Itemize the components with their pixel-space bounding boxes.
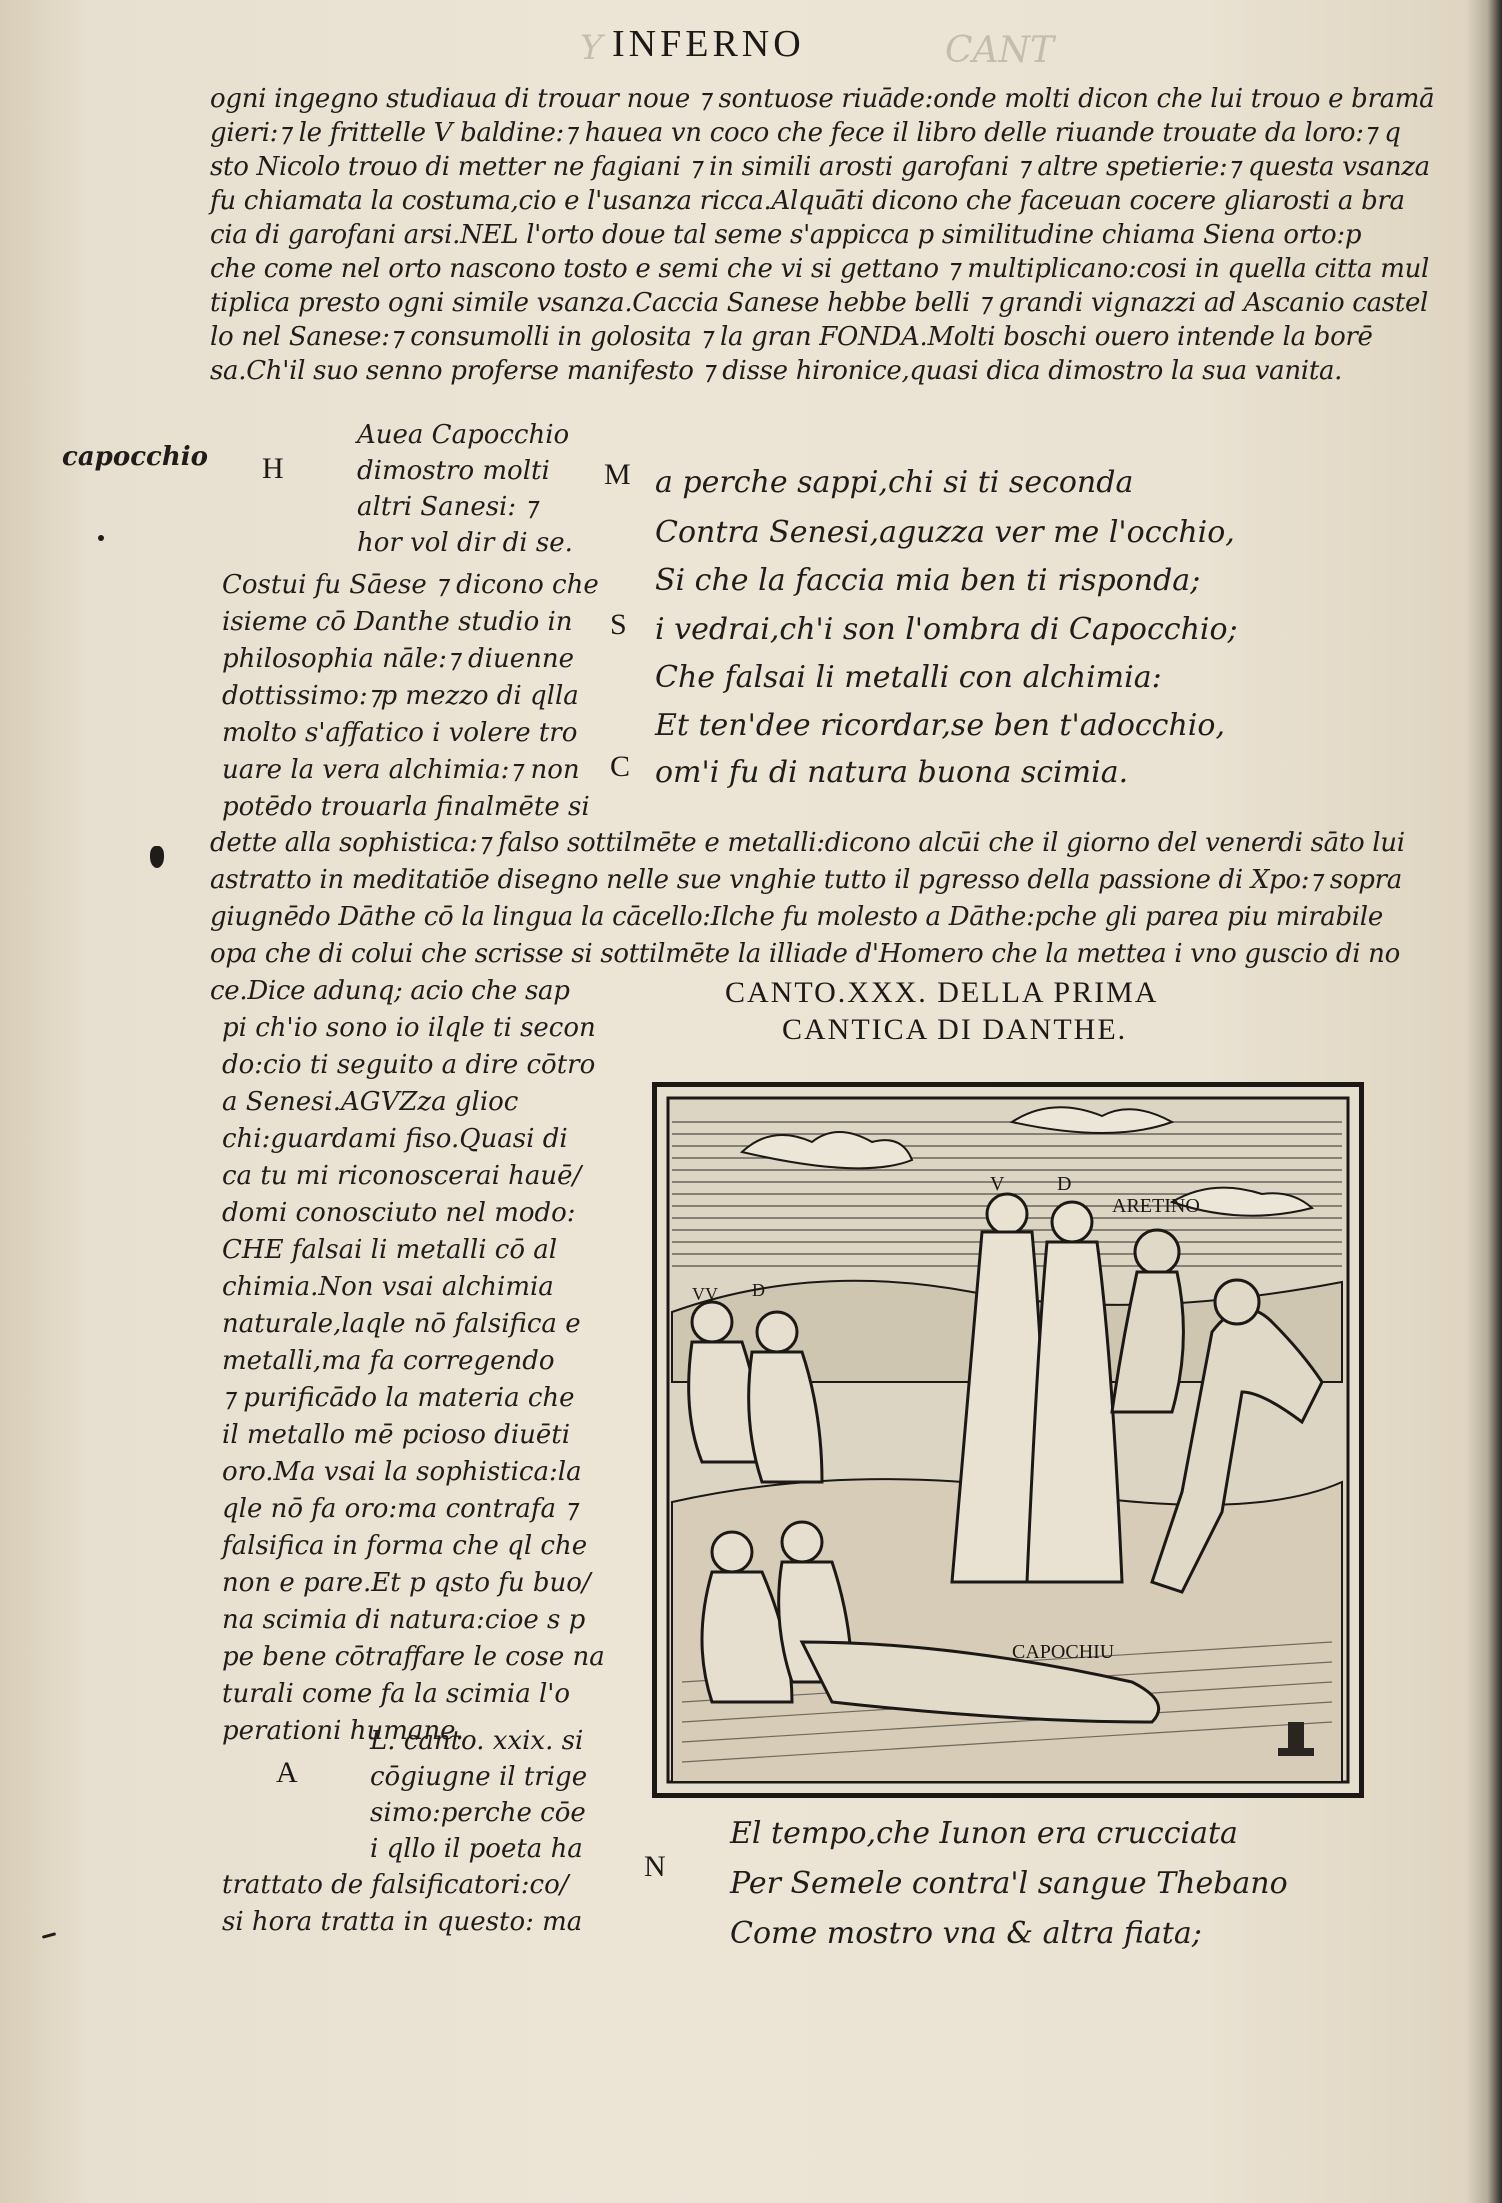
comment-line: L. canto. xxix. si (370, 1726, 584, 1756)
comment-line: si hora tratta in questo: ma (222, 1907, 583, 1937)
comment-line: altri Sanesi: ⁊ (357, 492, 538, 522)
commentary-line: do:cio ti seguito a dire cōtro (222, 1050, 596, 1080)
label-v: V (990, 1173, 1005, 1195)
commentary-line: sto Nicolo trouo di metter ne fagiani ⁊ in simili arosti garofani ⁊ altre spetierie:⁊ questa vsanza (210, 152, 1430, 182)
page-edge-shadow (1466, 0, 1502, 2203)
commentary-line: fu chiamata la costuma,cio e l'usanza ricca.Alquāti dicono che faceuan cocere gliarosti a bra (210, 186, 1405, 216)
label-d: D (1057, 1173, 1072, 1195)
comment-line: i qllo il poeta ha (370, 1834, 583, 1864)
commentary-line: ce.Dice adunq; acio che sap (210, 976, 570, 1006)
commentary-line: astratto in meditatiōe disegno nelle sue vnghie tutto il pgresso della passione di Xpo:⁊ sopra (210, 865, 1402, 895)
verse-line: Contra Senesi,aguzza ver me l'occhio, (655, 515, 1235, 550)
label-d2: D (752, 1280, 765, 1300)
commentary-line: tiplica presto ogni simile vsanza.Caccia Sanese hebbe belli ⁊ grandi vignazzi ad Ascanio castel (210, 288, 1429, 318)
comment-line: molto s'affatico i volere tro (222, 718, 578, 748)
verse-line: i vedrai,ch'i son l'ombra di Capocchio; (655, 612, 1238, 647)
label-capochio: CAPOCHIU (1012, 1641, 1115, 1663)
commentary-line: chi:guardami fiso.Quasi di (222, 1124, 568, 1154)
commentary-line: turali come fa la scimia l'o (222, 1679, 571, 1709)
commentary-line: dette alla sophistica:⁊ falso sottilmēte e metalli:dicono alcūi che il giorno del venerdi sāto lui (210, 828, 1405, 858)
initial-letter-a: A (276, 1756, 298, 1789)
comment-line: philosophia nāle:⁊ diuenne (222, 644, 575, 674)
commentary-line: na scimia di natura:cioe s p (222, 1605, 586, 1635)
initial-letter-s: S (610, 608, 627, 641)
commentary-line: qle nō fa oro:ma contrafa ⁊ (222, 1494, 578, 1524)
comment-line: uare la vera alchimia:⁊ non (222, 755, 580, 785)
commentary-line: pi ch'io sono io ilqle ti secon (222, 1013, 596, 1043)
verse-line: El tempo,che Iunon era crucciata (730, 1816, 1238, 1851)
commentary-line: falsifica in forma che ql che (222, 1531, 588, 1561)
comment-line: cōgiugne il trige (370, 1762, 588, 1792)
initial-letter-n: N (644, 1850, 666, 1883)
verse-line: a perche sappi,chi si ti seconda (655, 465, 1134, 500)
comment-line: simo:perche cōe (370, 1798, 586, 1828)
verse-line: Et ten'dee ricordar,se ben t'adocchio, (655, 708, 1225, 743)
initial-letter-m: M (604, 458, 631, 491)
verse-line: Come mostro vna & altra fiata; (730, 1916, 1202, 1951)
commentary-line: a Senesi.AGVZza glioc (222, 1087, 519, 1117)
comment-line: dottissimo:⁊p mezzo di qlla (222, 681, 579, 711)
verse-line: om'i fu di natura buona scimia. (655, 755, 1129, 790)
comment-line: trattato de falsificatori:co/ (222, 1870, 569, 1900)
commentary-line: non e pare.Et p qsto fu buo/ (222, 1568, 591, 1598)
initial-letter-c: C (610, 750, 631, 783)
verse-line: Per Semele contra'l sangue Thebano (730, 1866, 1288, 1901)
commentary-line: sa.Ch'il suo senno proferse manifesto ⁊ disse hironice,quasi dica dimostro la sua vanita. (210, 356, 1343, 386)
canto-heading-line-2: CANTICA DI DANTHE. (782, 1013, 1128, 1046)
initial-letter-h: H (262, 452, 284, 485)
label-vv: VV (692, 1284, 718, 1304)
page-header-title: INFERNO (612, 23, 805, 65)
commentary-line: giugnēdo Dāthe cō la lingua la cācello:Ilche fu molesto a Dāthe:pche gli parea piu mirabile (210, 902, 1383, 932)
commentary-line: opa che di colui che scrisse si sottilmēte la illiade d'Homero che la mettea i vno guscio di no (210, 939, 1400, 969)
handwritten-margin-note: capocchio (62, 442, 208, 472)
woodcut-illustration (652, 1082, 1364, 1798)
commentary-line: ⁊ purificādo la materia che (222, 1383, 575, 1413)
comment-line: dimostro molti (357, 456, 550, 486)
commentary-line: gieri:⁊ le frittelle V baldine:⁊ hauea vn coco che fece il libro delle riuande trouate da loro:⁊ q (210, 118, 1401, 148)
verse-line: Che falsai li metalli con alchimia: (655, 660, 1162, 695)
commentary-line: chimia.Non vsai alchimia (222, 1272, 554, 1302)
commentary-line: oro.Ma vsai la sophistica:la (222, 1457, 582, 1487)
ink-stroke (42, 1932, 56, 1939)
comment-line: Auea Capocchio (357, 420, 570, 450)
label-aretino: ARETINO (1112, 1195, 1200, 1217)
commentary-line: domi conosciuto nel modo: (222, 1198, 576, 1228)
ink-pointer-mark (150, 846, 164, 868)
commentary-line: cia di garofani arsi.NEL l'orto doue tal seme s'appicca p similitudine chiama Siena orto:p (210, 220, 1362, 250)
bleed-through-heading: CANT (945, 30, 1055, 71)
commentary-line: ogni ingegno studiaua di trouar noue ⁊ sontuose riuāde:onde molti dicon che lui trouo e bramā (210, 84, 1435, 114)
commentary-line: il metallo mē pcioso diuēti (222, 1420, 571, 1450)
comment-line: potēdo trouarla finalmēte si (222, 792, 590, 822)
bleed-through-letter: Y (580, 28, 603, 68)
verse-line: Si che la faccia mia ben ti risponda; (655, 563, 1201, 598)
commentary-line: naturale,laqle nō falsifica e (222, 1309, 581, 1339)
comment-line: hor vol dir di se. (357, 528, 573, 558)
commentary-line: perationi humane. (222, 1716, 464, 1746)
commentary-line: che come nel orto nascono tosto e semi che vi si gettano ⁊ multiplicano:cosi in quella citta mul (210, 254, 1430, 284)
commentary-line: pe bene cōtraffare le cose na (222, 1642, 605, 1672)
canto-heading-line-1: CANTO.XXX. DELLA PRIMA (725, 976, 1159, 1009)
ink-dot (98, 535, 104, 541)
commentary-line: CHE falsai li metalli cō al (222, 1235, 558, 1265)
commentary-line: metalli,ma fa corregendo (222, 1346, 555, 1376)
commentary-line: ca tu mi riconoscerai hauē/ (222, 1161, 582, 1191)
comment-line: isieme cō Danthe studio in (222, 607, 573, 637)
comment-line: Costui fu Sāese ⁊ dicono che (222, 570, 599, 600)
commentary-line: lo nel Sanese:⁊ consumolli in golosita ⁊ la gran FONDA.Molti boschi ouero intende la borē (210, 322, 1373, 352)
